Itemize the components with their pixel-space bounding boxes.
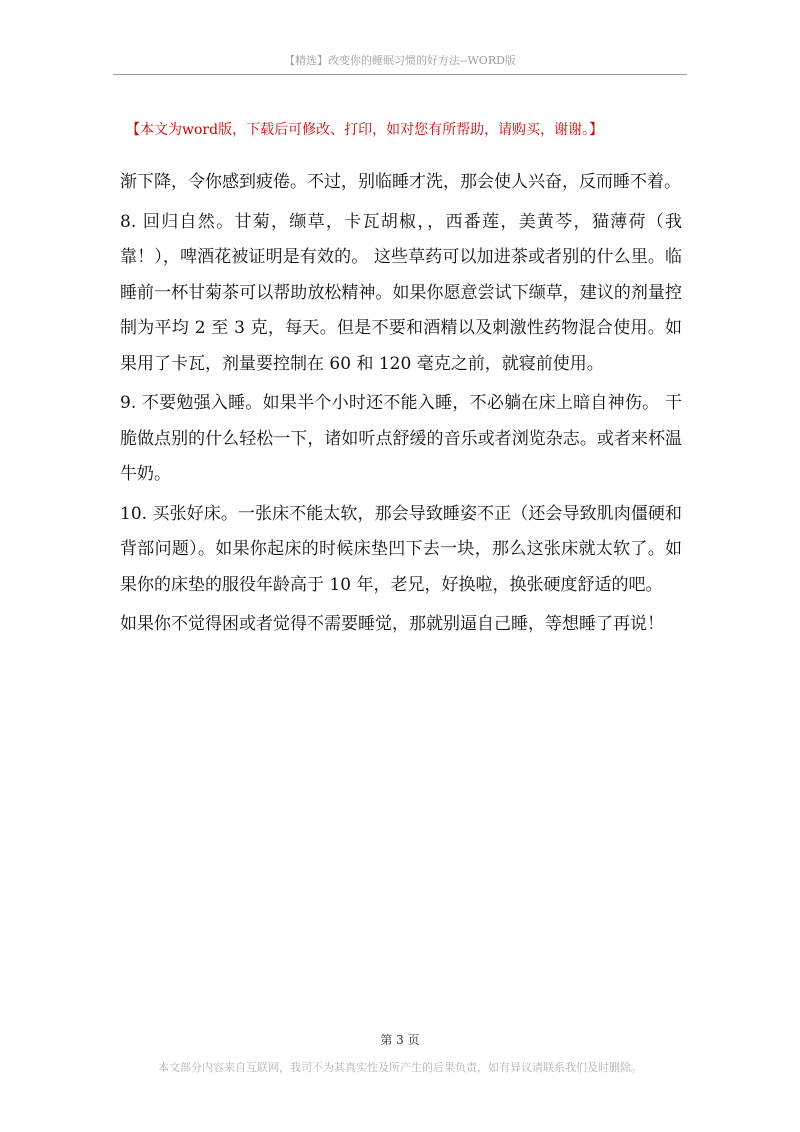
- paragraph-tip-9: 9. 不要勉强入睡。如果半个小时还不能入睡，不必躺在床上暗自神伤。 干脆做点别的什么轻松一下，诸如听点舒缓的音乐或者浏览杂志。或者来杯温牛奶。: [120, 393, 682, 484]
- disclaimer-footer: 本文部分内容来自互联网，我司不为其真实性及所产生的后果负责，如有异议请联系我们及时删除。: [158, 1061, 642, 1074]
- purchase-notice: 【本文为word版，下载后可修改、打印，如对您有所帮助，请购买，谢谢。】: [126, 122, 604, 138]
- paragraph-closing: 如果你不觉得困或者觉得不需要睡觉，那就别逼自己睡，等想睡了再说！: [120, 614, 664, 634]
- header-divider: [113, 74, 687, 75]
- document-body: [120, 165, 682, 647]
- paragraph-tip-10: 10. 买张好床。一张床不能太软，那会导致睡姿不正（还会导致肌肉僵硬和背部问题）。如果你起床的时候床垫凹下去一块，那么这张床就太软了。如果你的床垫的服役年龄高于 10 年，老兄，好换啦，换张硬度舒适的吧。: [120, 503, 682, 595]
- paragraph-continuation: 渐下降，令你感到疲倦。不过，别临睡才洗，那会使人兴奋，反而睡不着。: [120, 172, 681, 192]
- page-header: 【精选】改变你的睡眠习惯的好方法--WORD版: [284, 54, 516, 67]
- page-number: 第 3 页: [380, 1033, 420, 1047]
- paragraph-tip-8: 8. 回归自然。甘菊，缬草，卡瓦胡椒，，西番莲，美黄芩，猫薄荷（我靠！），啤酒花被证明是有效的。 这些草药可以加进茶或者别的什么里。临睡前一杯甘菊茶可以帮助放松精神。如果你愿意尝试下缬草，建议的剂量控制为平均 2 至 3 克，每天。但是不要和酒精以及刺激性药物混合使用。如果用了卡瓦，剂量要控制在 60 和 120 毫克之前，就寝前使用。: [120, 211, 682, 374]
